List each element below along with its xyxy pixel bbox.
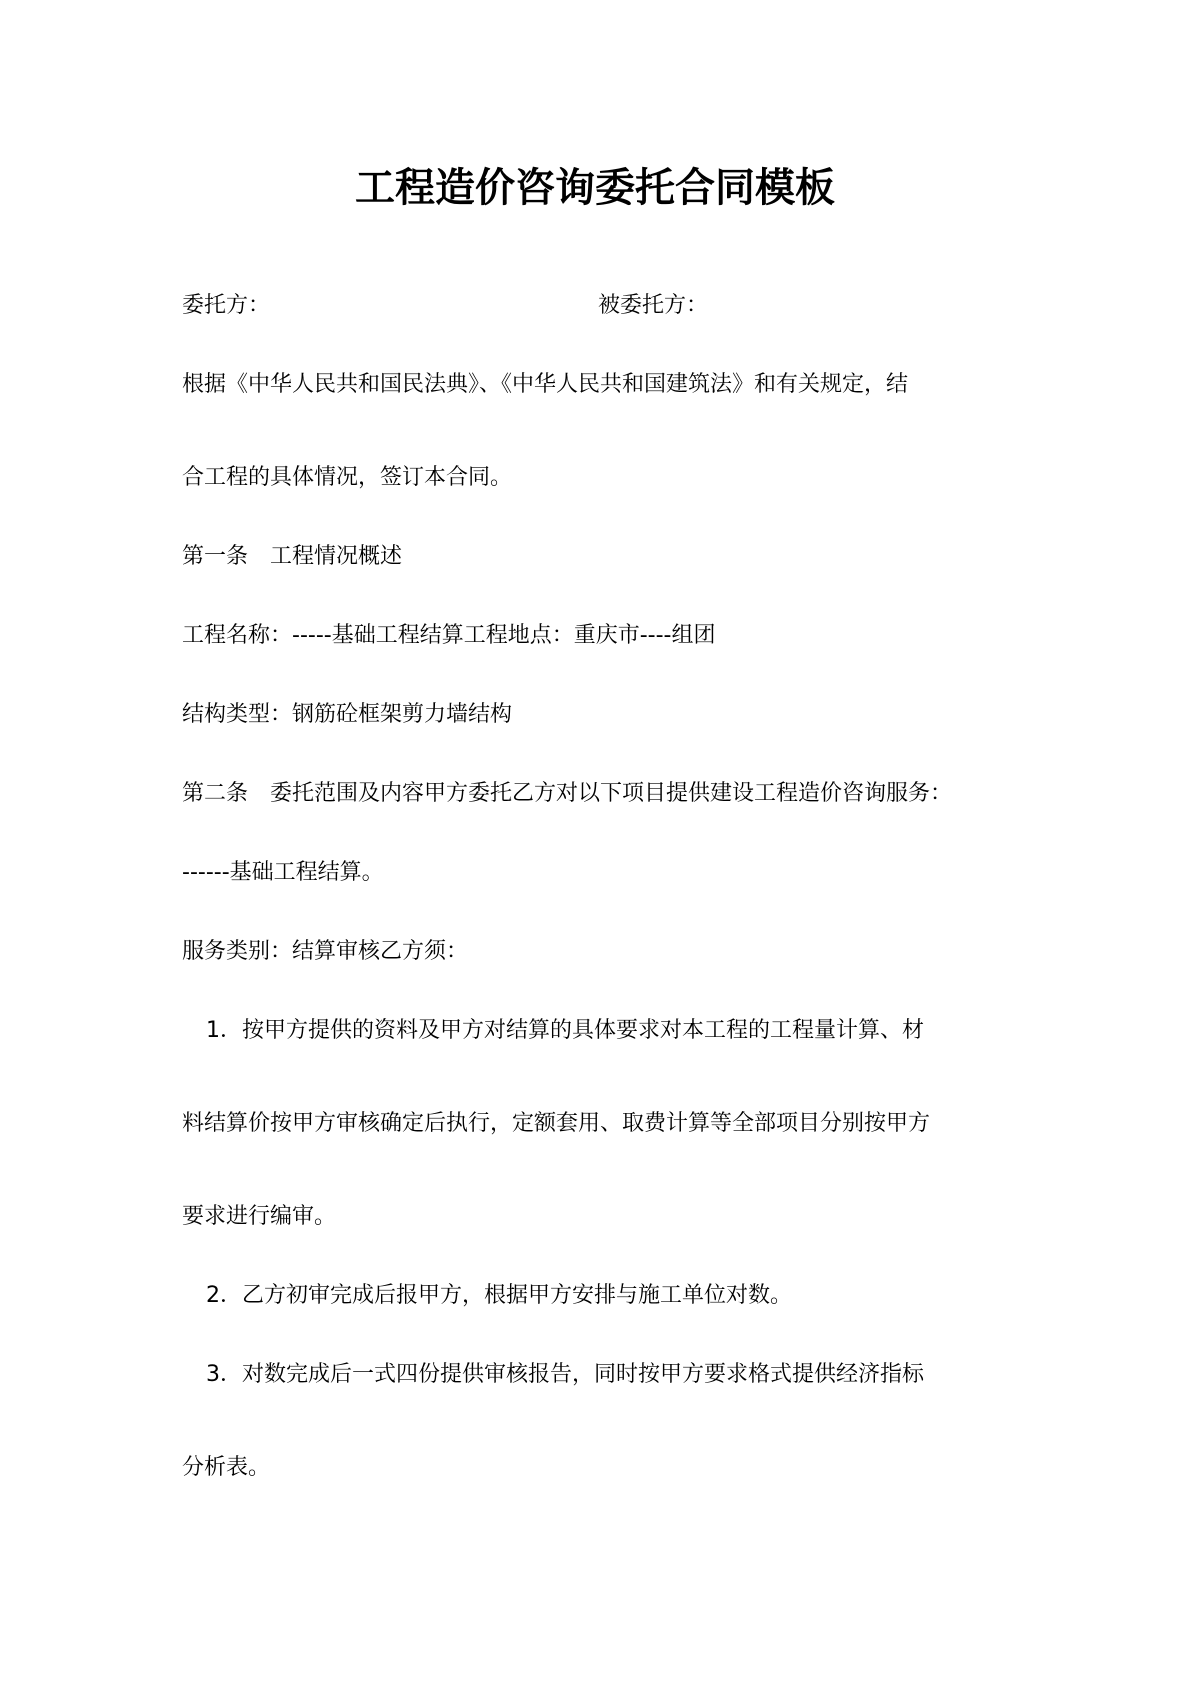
item-2-line: 2．乙方初审完成后报甲方，根据甲方安排与施工单位对数。 (206, 1283, 792, 1308)
article-2-line-2: ------基础工程结算。 (182, 860, 384, 885)
article-2-line-1: 第二条 委托范围及内容甲方委托乙方对以下项目提供建设工程造价咨询服务： (182, 781, 953, 806)
item-3-line-2: 分析表。 (182, 1455, 271, 1480)
client-label: 委托方： (182, 293, 271, 318)
document-title: 工程造价咨询委托合同模板 (355, 165, 835, 211)
item-1-line-1: 1．按甲方提供的资料及甲方对结算的具体要求对本工程的工程量计算、材 (206, 1018, 924, 1043)
contractor-label: 被委托方： (598, 293, 709, 318)
item-3-line-1: 3．对数完成后一式四份提供审核报告，同时按甲方要求格式提供经济指标 (206, 1362, 924, 1387)
article-1-heading: 第一条 工程情况概述 (182, 544, 403, 569)
item-1-line-2: 料结算价按甲方审核确定后执行，定额套用、取费计算等全部项目分别按甲方 (182, 1111, 931, 1136)
service-type-line: 服务类别：结算审核乙方须： (182, 939, 469, 964)
item-1-line-3: 要求进行编审。 (182, 1204, 337, 1229)
project-name-line: 工程名称：-----基础工程结算工程地点：重庆市----组团 (182, 623, 716, 648)
intro-line-2: 合工程的具体情况，签订本合同。 (182, 465, 513, 490)
intro-line-1: 根据《中华人民共和国民法典》、《中华人民共和国建筑法》和有关规定，结 (182, 372, 909, 397)
structure-type-line: 结构类型：钢筋砼框架剪力墙结构 (182, 702, 513, 727)
